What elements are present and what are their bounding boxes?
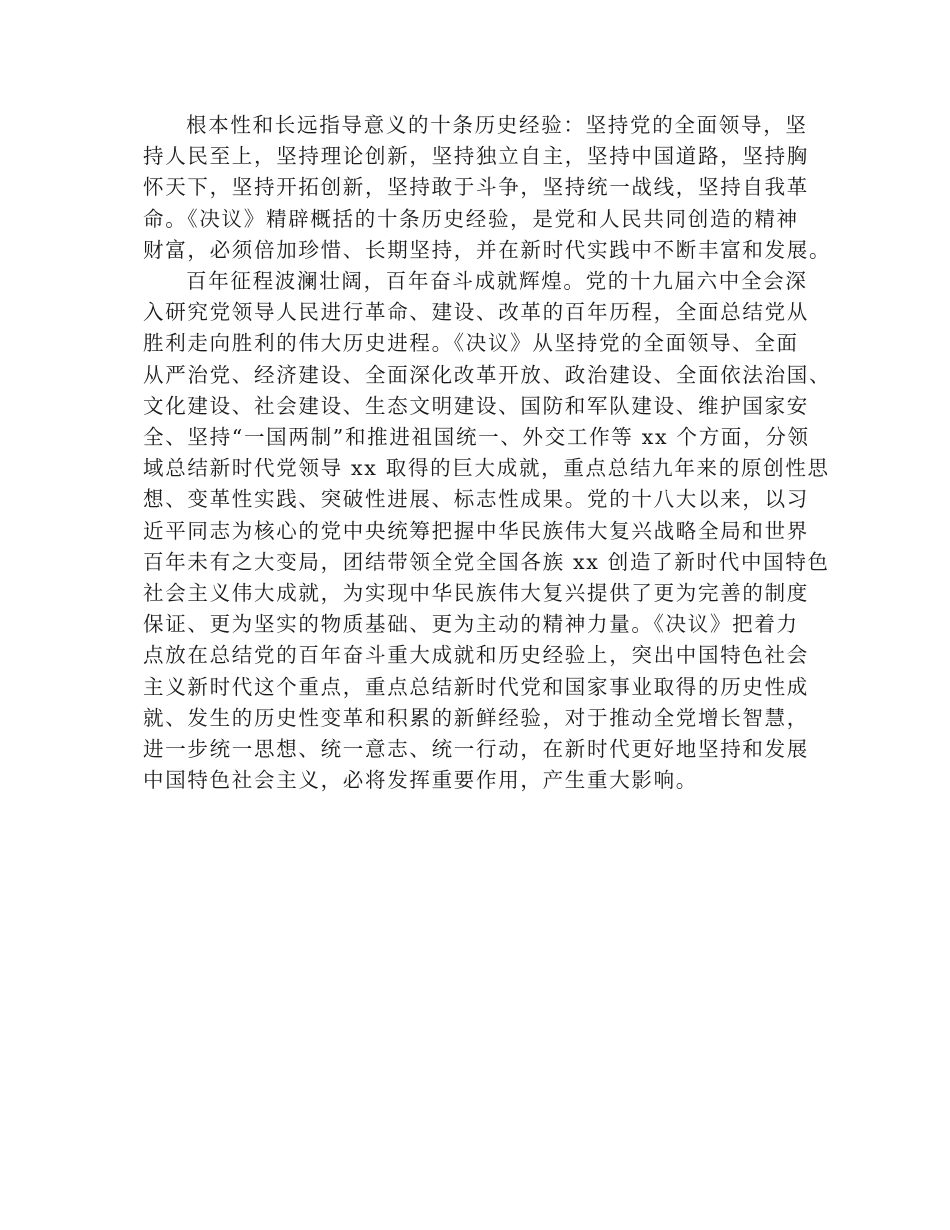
text-line: 就、发生的历史性变革和积累的新鲜经验，对于推动全党增长智慧， (143, 705, 809, 730)
text-line: 想、变革性实践、突破性进展、标志性成果。党的十八大以来，以习 (143, 487, 809, 512)
text-line: 近平同志为核心的党中央统筹把握中华民族伟大复兴战略全局和世界 (143, 518, 809, 543)
text-line: 进一步统一思想、统一意志、统一行动，在新时代更好地坚持和发展 (143, 737, 809, 762)
text-line: 文化建设、社会建设、生态文明建设、国防和军队建设、维护国家安 (143, 393, 809, 418)
text-line: 全、坚持“一国两制”和推进祖国统一、外交工作等 xx 个方面，分领 (143, 425, 810, 450)
text-line: 命。《决议》精辟概括的十条历史经验，是党和人民共同创造的精神 (143, 206, 799, 231)
text-line: 财富，必须倍加珍惜、长期坚持，并在新时代实践中不断丰富和发展。 (143, 237, 832, 262)
text-line: 怀天下，坚持开拓创新，坚持敢于斗争，坚持统一战线，坚持自我革 (143, 175, 809, 200)
text-line: 社会主义伟大成就，为实现中华民族伟大复兴提供了更为完善的制度 (143, 581, 809, 606)
text-line: 胜利走向胜利的伟大历史进程。《决议》从坚持党的全面领导、全面 (143, 331, 799, 356)
text-line: 保证、更为坚实的物质基础、更为主动的精神力量。《决议》把着力 (143, 612, 799, 637)
text-line: 百年未有之大变局，团结带领全党全国各族 xx 创造了新时代中国特色 (143, 549, 830, 574)
text-line: 百年征程波澜壮阔，百年奋斗成就辉煌。党的十九届六中全会深 (186, 269, 808, 294)
text-line: 主义新时代这个重点，重点总结新时代党和国家事业取得的历史性成 (143, 674, 809, 699)
paragraph-2 (143, 266, 832, 796)
text-line: 从严治党、经济建设、全面深化改革开放、政治建设、全面依法治国、 (143, 362, 832, 387)
paragraph-1 (143, 110, 832, 266)
text-line: 域总结新时代党领导 xx 取得的巨大成就，重点总结九年来的原创性思 (143, 456, 830, 481)
text-line: 持人民至上，坚持理论创新，坚持独立自主，坚持中国道路，坚持胸 (143, 144, 809, 169)
text-line: 入研究党领导人民进行革命、建设、改革的百年历程，全面总结党从 (143, 300, 809, 325)
document-body (143, 110, 832, 796)
text-line: 点放在总结党的百年奋斗重大成就和历史经验上，突出中国特色社会 (143, 643, 809, 668)
text-line: 根本性和长远指导意义的十条历史经验：坚持党的全面领导，坚 (186, 113, 808, 137)
text-line: 中国特色社会主义，必将发挥重要作用，产生重大影响。 (143, 768, 698, 793)
